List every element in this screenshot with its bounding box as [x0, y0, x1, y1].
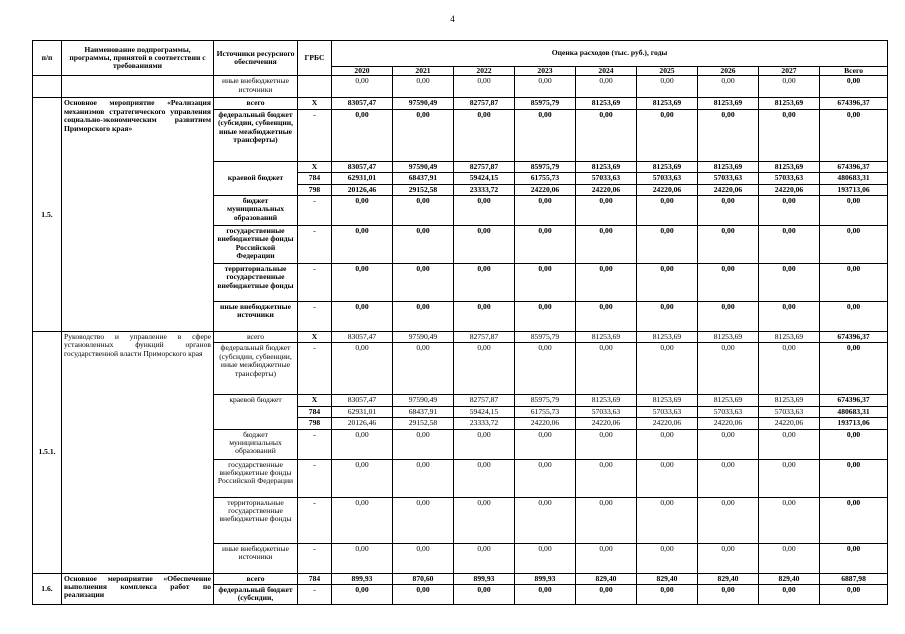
source-cell: федеральный бюджет (субсидии, субвенции, иные межбюджетные трансферты) [214, 343, 298, 395]
value-cell: 0,00 [332, 585, 393, 605]
value-cell: 0,00 [820, 497, 888, 543]
value-cell: 29152,58 [393, 184, 454, 195]
year-header: 2027 [759, 67, 820, 76]
col-grbs-header: ГРБС [298, 41, 332, 76]
value-cell: 61755,73 [515, 173, 576, 184]
grbs-cell: 784 [298, 406, 332, 417]
section-name [62, 76, 214, 98]
value-cell: 0,00 [637, 76, 698, 98]
value-cell: 0,00 [393, 429, 454, 459]
value-cell: 0,00 [698, 226, 759, 264]
value-cell: 57033,63 [576, 173, 637, 184]
value-cell: 82757,87 [454, 395, 515, 406]
source-cell: иные внебюджетные источники [214, 76, 298, 98]
value-cell: 81253,69 [576, 98, 637, 109]
section-name: Основное мероприятие «Реализация механизмов стратегического управления социально-экономическим развитием Приморского края» [62, 98, 214, 332]
value-cell: 85975,79 [515, 395, 576, 406]
value-cell: 0,00 [576, 459, 637, 497]
value-cell: 57033,63 [759, 406, 820, 417]
value-cell: 97590,49 [393, 395, 454, 406]
grbs-cell: - [298, 343, 332, 395]
value-cell: 57033,63 [637, 406, 698, 417]
grbs-cell: - [298, 543, 332, 573]
year-header: 2023 [515, 67, 576, 76]
value-cell: 81253,69 [637, 161, 698, 172]
value-cell: 81253,69 [637, 332, 698, 343]
value-cell: 0,00 [637, 302, 698, 332]
value-cell: 0,00 [454, 585, 515, 605]
value-cell: 57033,63 [698, 406, 759, 417]
value-cell: 0,00 [393, 343, 454, 395]
source-cell: бюджет муниципальных образований [214, 429, 298, 459]
value-cell: 0,00 [454, 429, 515, 459]
value-cell: 480683,31 [820, 173, 888, 184]
value-cell: 81253,69 [576, 395, 637, 406]
value-cell: 0,00 [637, 196, 698, 226]
value-cell: 0,00 [454, 343, 515, 395]
value-cell: 0,00 [759, 459, 820, 497]
section-number: 1.5.1. [33, 332, 62, 574]
value-cell: 0,00 [393, 585, 454, 605]
value-cell: 23333,72 [454, 184, 515, 195]
value-cell: 674396,37 [820, 332, 888, 343]
value-cell: 81253,69 [759, 161, 820, 172]
value-cell: 57033,63 [576, 406, 637, 417]
value-cell: 85975,79 [515, 98, 576, 109]
value-cell: 97590,49 [393, 161, 454, 172]
value-cell: 0,00 [393, 543, 454, 573]
value-cell: 0,00 [698, 109, 759, 161]
grbs-cell: X [298, 98, 332, 109]
value-cell: 0,00 [393, 196, 454, 226]
grbs-cell: - [298, 585, 332, 605]
value-cell: 0,00 [759, 497, 820, 543]
value-cell: 59424,15 [454, 173, 515, 184]
value-cell: 0,00 [332, 109, 393, 161]
value-cell: 82757,87 [454, 332, 515, 343]
value-cell: 674396,37 [820, 98, 888, 109]
value-cell: 0,00 [698, 459, 759, 497]
value-cell: 829,40 [637, 573, 698, 584]
value-cell: 57033,63 [637, 173, 698, 184]
value-cell: 0,00 [698, 497, 759, 543]
value-cell: 0,00 [698, 76, 759, 98]
value-cell: 81253,69 [698, 332, 759, 343]
value-cell: 0,00 [454, 264, 515, 302]
value-cell: 0,00 [637, 543, 698, 573]
value-cell: 81253,69 [698, 98, 759, 109]
grbs-cell: - [298, 264, 332, 302]
grbs-cell: - [298, 459, 332, 497]
value-cell: 0,00 [820, 429, 888, 459]
year-header: 2022 [454, 67, 515, 76]
value-cell: 0,00 [576, 497, 637, 543]
value-cell: 97590,49 [393, 332, 454, 343]
value-cell: 0,00 [515, 543, 576, 573]
value-cell: 193713,06 [820, 418, 888, 429]
value-cell: 0,00 [454, 76, 515, 98]
source-cell: территориальные государственные внебюджетные фонды [214, 264, 298, 302]
value-cell: 0,00 [454, 543, 515, 573]
source-cell: всего [214, 573, 298, 584]
value-cell: 24220,06 [698, 184, 759, 195]
source-cell: всего [214, 98, 298, 109]
section-number: 1.6. [33, 573, 62, 604]
value-cell: 0,00 [637, 429, 698, 459]
source-cell: государственные внебюджетные фонды Российской Федерации [214, 226, 298, 264]
source-cell: всего [214, 332, 298, 343]
value-cell: 0,00 [454, 226, 515, 264]
value-cell: 0,00 [820, 459, 888, 497]
value-cell: 0,00 [332, 264, 393, 302]
grbs-cell [298, 76, 332, 98]
value-cell: 480683,31 [820, 406, 888, 417]
value-cell: 24220,06 [637, 418, 698, 429]
value-cell: 0,00 [576, 226, 637, 264]
value-cell: 0,00 [820, 585, 888, 605]
value-cell: 193713,06 [820, 184, 888, 195]
value-cell: 899,93 [332, 573, 393, 584]
value-cell: 0,00 [820, 226, 888, 264]
table-row [33, 332, 888, 343]
value-cell: 20126,46 [332, 184, 393, 195]
value-cell: 24220,06 [698, 418, 759, 429]
value-cell: 0,00 [698, 429, 759, 459]
value-cell: 81253,69 [759, 98, 820, 109]
section-name: Руководство и управление в сфере установленных функций органов государственной власти Приморского края [62, 332, 214, 574]
value-cell: 24220,06 [637, 184, 698, 195]
value-cell: 0,00 [820, 76, 888, 98]
value-cell: 57033,63 [759, 173, 820, 184]
value-cell: 62931,01 [332, 173, 393, 184]
value-cell: 0,00 [759, 543, 820, 573]
value-cell: 24220,06 [759, 418, 820, 429]
value-cell: 0,00 [698, 196, 759, 226]
value-cell: 0,00 [820, 302, 888, 332]
grbs-cell: - [298, 109, 332, 161]
year-header: 2021 [393, 67, 454, 76]
page-number: 4 [450, 14, 455, 24]
col-np-header: п/п [33, 41, 62, 76]
value-cell: 0,00 [332, 226, 393, 264]
section-number [33, 76, 62, 98]
value-cell: 0,00 [759, 109, 820, 161]
grbs-cell: - [298, 429, 332, 459]
value-cell: 0,00 [637, 459, 698, 497]
value-cell: 0,00 [515, 497, 576, 543]
source-cell: иные внебюджетные источники [214, 302, 298, 332]
grbs-cell: X [298, 161, 332, 172]
source-cell: территориальные государственные внебюджетные фонды [214, 497, 298, 543]
value-cell: 61755,73 [515, 406, 576, 417]
value-cell: 0,00 [454, 459, 515, 497]
value-cell: 0,00 [332, 497, 393, 543]
value-cell: 0,00 [576, 343, 637, 395]
value-cell: 62931,01 [332, 406, 393, 417]
value-cell: 0,00 [759, 264, 820, 302]
value-cell: 0,00 [576, 196, 637, 226]
grbs-cell: 798 [298, 184, 332, 195]
value-cell: 0,00 [393, 302, 454, 332]
year-header: 2025 [637, 67, 698, 76]
value-cell: 0,00 [393, 497, 454, 543]
value-cell: 0,00 [454, 302, 515, 332]
value-cell: 0,00 [698, 343, 759, 395]
value-cell: 0,00 [515, 585, 576, 605]
grbs-cell: 784 [298, 573, 332, 584]
value-cell: 0,00 [637, 497, 698, 543]
value-cell: 0,00 [698, 302, 759, 332]
value-cell: 0,00 [393, 76, 454, 98]
value-cell: 81253,69 [698, 161, 759, 172]
year-header: 2024 [576, 67, 637, 76]
value-cell: 81253,69 [576, 332, 637, 343]
value-cell: 0,00 [637, 109, 698, 161]
value-cell: 0,00 [820, 109, 888, 161]
value-cell: 23333,72 [454, 418, 515, 429]
value-cell: 0,00 [515, 226, 576, 264]
value-cell: 0,00 [820, 343, 888, 395]
value-cell: 83057,47 [332, 98, 393, 109]
grbs-cell: X [298, 332, 332, 343]
grbs-cell: - [298, 196, 332, 226]
value-cell: 0,00 [759, 429, 820, 459]
value-cell: 0,00 [576, 109, 637, 161]
value-cell: 0,00 [393, 226, 454, 264]
value-cell: 0,00 [637, 226, 698, 264]
source-cell: федеральный бюджет (субсидии, [214, 585, 298, 605]
value-cell: 0,00 [820, 264, 888, 302]
value-cell: 674396,37 [820, 395, 888, 406]
value-cell: 83057,47 [332, 161, 393, 172]
value-cell: 81253,69 [637, 395, 698, 406]
table-row [33, 573, 888, 584]
value-cell: 59424,15 [454, 406, 515, 417]
value-cell: 899,93 [454, 573, 515, 584]
value-cell: 57033,63 [698, 173, 759, 184]
value-cell: 0,00 [454, 196, 515, 226]
value-cell: 24220,06 [576, 418, 637, 429]
value-cell: 6887,98 [820, 573, 888, 584]
value-cell: 829,40 [759, 573, 820, 584]
grbs-cell: 798 [298, 418, 332, 429]
value-cell: 0,00 [332, 302, 393, 332]
expenses-table [32, 40, 888, 605]
value-cell: 674396,37 [820, 161, 888, 172]
value-cell: 0,00 [759, 226, 820, 264]
value-cell: 0,00 [515, 429, 576, 459]
value-cell: 0,00 [332, 543, 393, 573]
section-number: 1.5. [33, 98, 62, 332]
value-cell: 0,00 [332, 429, 393, 459]
value-cell: 85975,79 [515, 332, 576, 343]
source-cell: государственные внебюджетные фонды Российской Федерации [214, 459, 298, 497]
value-cell: 83057,47 [332, 395, 393, 406]
value-cell: 83057,47 [332, 332, 393, 343]
value-cell: 20126,46 [332, 418, 393, 429]
value-cell: 0,00 [515, 264, 576, 302]
source-cell: краевой бюджет [214, 395, 298, 429]
value-cell: 68437,91 [393, 406, 454, 417]
value-cell: 82757,87 [454, 161, 515, 172]
source-cell: бюджет муниципальных образований [214, 196, 298, 226]
value-cell: 0,00 [576, 429, 637, 459]
value-cell: 85975,79 [515, 161, 576, 172]
value-cell: 0,00 [759, 585, 820, 605]
grbs-cell: X [298, 395, 332, 406]
value-cell: 0,00 [698, 543, 759, 573]
value-cell: 0,00 [332, 76, 393, 98]
value-cell: 0,00 [698, 585, 759, 605]
value-cell: 0,00 [759, 343, 820, 395]
value-cell: 0,00 [515, 109, 576, 161]
value-cell: 68437,91 [393, 173, 454, 184]
value-cell: 0,00 [393, 264, 454, 302]
value-cell: 81253,69 [637, 98, 698, 109]
value-cell: 0,00 [576, 585, 637, 605]
value-cell: 81253,69 [698, 395, 759, 406]
value-cell: 0,00 [515, 196, 576, 226]
year-header: Всего [820, 67, 888, 76]
value-cell: 24220,06 [759, 184, 820, 195]
value-cell: 0,00 [515, 302, 576, 332]
value-cell: 0,00 [515, 343, 576, 395]
value-cell: 0,00 [637, 264, 698, 302]
value-cell: 0,00 [332, 459, 393, 497]
value-cell: 870,60 [393, 573, 454, 584]
value-cell: 0,00 [515, 459, 576, 497]
value-cell: 0,00 [576, 264, 637, 302]
value-cell: 82757,87 [454, 98, 515, 109]
value-cell: 0,00 [454, 497, 515, 543]
value-cell: 24220,06 [576, 184, 637, 195]
value-cell: 0,00 [576, 302, 637, 332]
value-cell: 81253,69 [759, 332, 820, 343]
value-cell: 0,00 [393, 459, 454, 497]
table-row [33, 98, 888, 109]
table-row [33, 76, 888, 98]
value-cell: 0,00 [454, 109, 515, 161]
grbs-cell: 784 [298, 173, 332, 184]
table-body [33, 76, 888, 604]
value-cell: 0,00 [637, 343, 698, 395]
grbs-cell: - [298, 497, 332, 543]
value-cell: 0,00 [637, 585, 698, 605]
value-cell: 24220,06 [515, 418, 576, 429]
value-cell: 97590,49 [393, 98, 454, 109]
value-cell: 0,00 [698, 264, 759, 302]
source-cell: федеральный бюджет (субсидии, субвенции, иные межбюджетные трансферты) [214, 109, 298, 161]
value-cell: 0,00 [576, 543, 637, 573]
value-cell: 81253,69 [576, 161, 637, 172]
value-cell: 0,00 [576, 76, 637, 98]
value-cell: 0,00 [820, 543, 888, 573]
col-name-header: Наименование подпрограммы, программы, принятой в соответствии с требованиями [62, 41, 214, 76]
source-cell: краевой бюджет [214, 161, 298, 195]
value-cell: 0,00 [515, 76, 576, 98]
value-cell: 0,00 [393, 109, 454, 161]
value-cell: 829,40 [698, 573, 759, 584]
value-cell: 0,00 [759, 196, 820, 226]
value-cell: 81253,69 [759, 395, 820, 406]
grbs-cell: - [298, 302, 332, 332]
col-estimate-header: Оценка расходов (тыс. руб.), годы [332, 41, 888, 67]
value-cell: 0,00 [332, 196, 393, 226]
value-cell: 899,93 [515, 573, 576, 584]
value-cell: 829,40 [576, 573, 637, 584]
year-header: 2020 [332, 67, 393, 76]
source-cell: иные внебюджетные источники [214, 543, 298, 573]
value-cell: 0,00 [332, 343, 393, 395]
year-header: 2026 [698, 67, 759, 76]
value-cell: 24220,06 [515, 184, 576, 195]
grbs-cell: - [298, 226, 332, 264]
value-cell: 0,00 [759, 76, 820, 98]
col-source-header: Источники ресурсного обеспечения [214, 41, 298, 76]
value-cell: 0,00 [759, 302, 820, 332]
section-name: Основное мероприятие «Обеспечение выполнения комплекса работ по реализации [62, 573, 214, 604]
value-cell: 29152,58 [393, 418, 454, 429]
value-cell: 0,00 [820, 196, 888, 226]
